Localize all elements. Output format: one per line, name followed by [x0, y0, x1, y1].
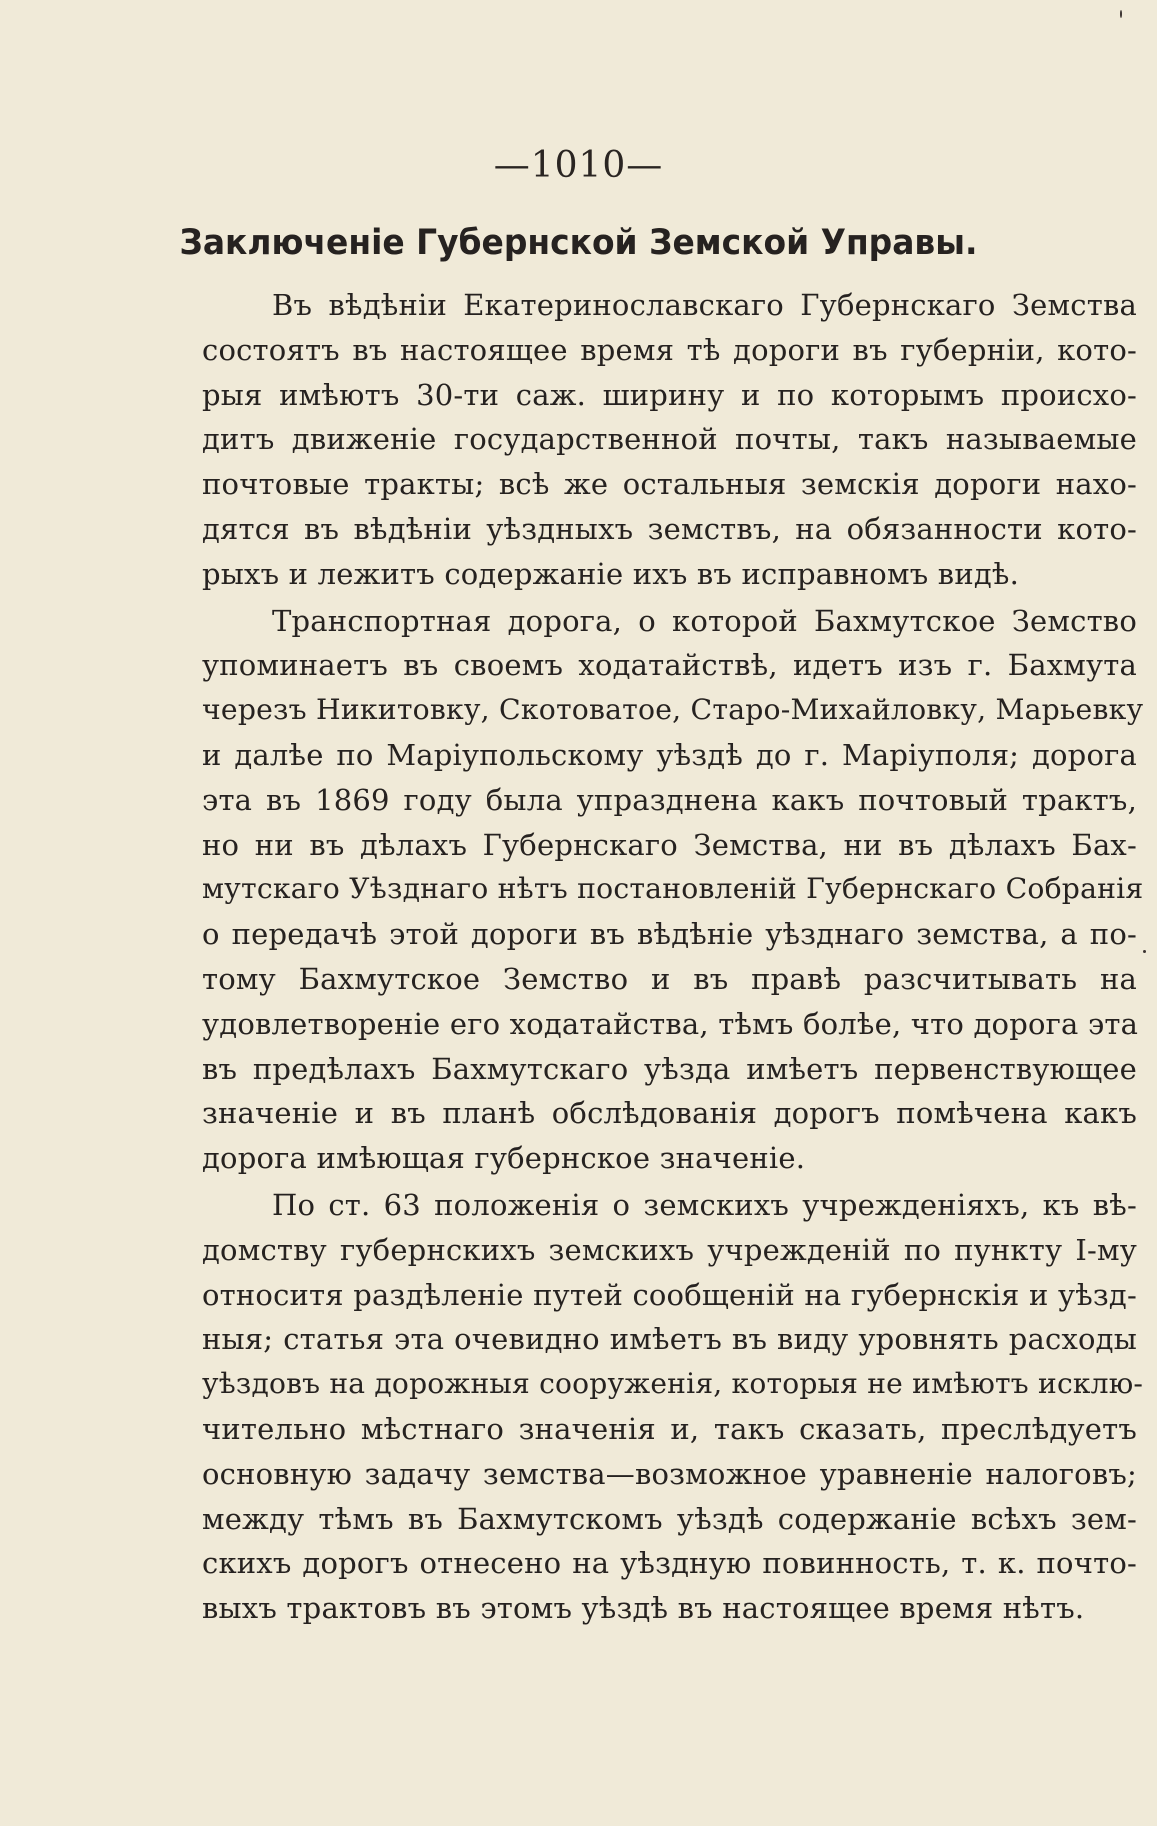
text-line: скихъ дорогъ отнесено на уѣздную повинность, т. к. почто- — [202, 1546, 1137, 1581]
paragraph-2 — [202, 599, 1144, 1181]
text-line: тому Бахмутское Земство и въ правѣ разсчитывать на — [202, 961, 1137, 996]
paragraph-3 — [202, 1183, 1144, 1631]
text-line: рыя имѣютъ 30-ти саж. ширину и по которымъ происхо- — [202, 377, 1137, 412]
text-line: Въ вѣдѣніи Екатеринославскаго Губернскаго Земства — [272, 288, 1137, 322]
text-line: черезъ Никитовку, Скотоватое, Старо-Михайловку, Марьевку — [202, 693, 1144, 727]
text-line: домству губернскихъ земскихъ учрежденій по пункту I-му — [202, 1232, 1137, 1267]
text-line: о передачѣ этой дороги въ вѣдѣніе уѣзднаго земства, а по- — [202, 917, 1137, 952]
text-line: дитъ движеніе государственной почты, такъ называемые — [202, 422, 1137, 457]
text-line: дорога имѣющая губернское значеніе. — [202, 1141, 806, 1176]
text-line: По ст. 63 положенія о земскихъ учрежденіяхъ, къ вѣ- — [272, 1187, 1137, 1222]
text-line: рыхъ и лежитъ содержаніе ихъ въ исправномъ видѣ. — [202, 556, 1020, 591]
text-line: относитя раздѣленіе путей сообщеній на губернскія и уѣзд- — [202, 1277, 1137, 1312]
paragraph-1 — [202, 283, 1137, 597]
text-line: между тѣмъ въ Бахмутскомъ уѣздѣ содержаніе всѣхъ зем- — [202, 1501, 1137, 1536]
text-line: значеніе и въ планѣ обслѣдованія дорогъ помѣчена какъ — [202, 1096, 1137, 1131]
text-line: состоятъ въ настоящее время тѣ дороги въ губерніи, кото- — [202, 332, 1137, 367]
page-number: —1010— — [493, 145, 664, 186]
section-title: Заключеніе Губернской Земской Управы. — [179, 223, 978, 263]
text-line: основную задачу земства—возможное уравненіе налоговъ; — [202, 1456, 1137, 1491]
text-line: дятся въ вѣдѣніи уѣздныхъ земствъ, на обязанности кото- — [202, 511, 1137, 546]
text-line: и далѣе по Маріупольскому уѣздѣ до г. Маріуполя; дорога — [202, 737, 1137, 772]
paper-speck — [1143, 950, 1146, 953]
text-line: выхъ трактовъ въ этомъ уѣздѣ въ настоящее время нѣтъ. — [202, 1591, 1085, 1626]
text-line: но ни въ дѣлахъ Губернскаго Земства, ни въ дѣлахъ Бах- — [202, 827, 1137, 862]
text-line: удовлетвореніе его ходатайства, тѣмъ болѣе, что дорога эта — [202, 1006, 1139, 1041]
paper-speck — [1120, 10, 1122, 18]
text-line: уѣздовъ на дорожныя сооруженія, которыя не имѣютъ исклю- — [202, 1367, 1144, 1401]
text-line: чительно мѣстнаго значенія и, такъ сказать, преслѣдуетъ — [202, 1411, 1137, 1446]
text-line: мутскаго Уѣзднаго нѣтъ постановленій Губернскаго Собранія — [202, 872, 1144, 906]
text-line: упоминаетъ въ своемъ ходатайствѣ, идетъ изъ г. Бахмута — [202, 648, 1137, 683]
text-line: ныя; статья эта очевидно имѣетъ въ виду уровнять расходы — [202, 1322, 1137, 1357]
text-line: въ предѣлахъ Бахмутскаго уѣзда имѣетъ первенствующее — [202, 1051, 1137, 1086]
text-line: почтовые тракты; всѣ же остальныя земскія дороги нахо- — [202, 467, 1137, 502]
text-line: Транспортная дорога, о которой Бахмутское Земство — [272, 603, 1137, 638]
text-line: эта въ 1869 году была упразднена какъ почтовый трактъ, — [202, 782, 1137, 817]
body-text — [202, 283, 1144, 1633]
